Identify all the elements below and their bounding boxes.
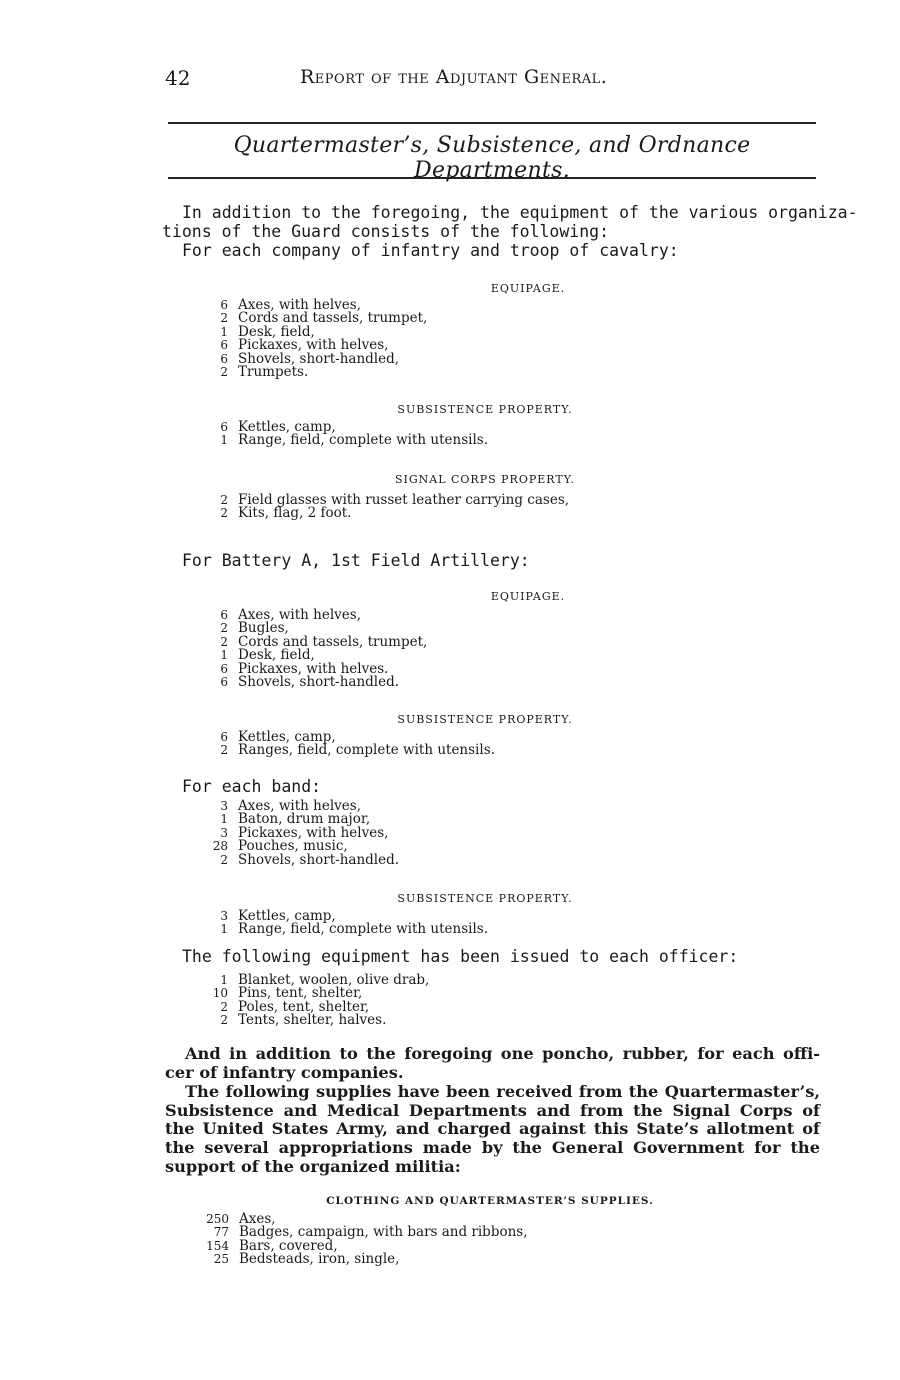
paragraph-line: And in addition to the foregoing one poncho, rubber, for each offi- [185,1044,820,1063]
list-item: 2 Bugles, [220,620,289,637]
list-item: 6 Shovels, short-handled. [220,673,400,690]
list-item: 2 Shovels, short-handled. [220,851,400,868]
section-title: Quartermaster’s, Subsistence, and Ordnance Departments. [233,133,751,183]
top-rule [168,122,816,124]
section-heading: SUBSISTENCE PROPERTY. [397,892,573,905]
item-list [200,421,488,448]
intro-line: In addition to the foregoing, the equipment of the various organiza- [182,203,858,222]
list-item: 1 Baton, drum major, [220,811,371,828]
list-item: 25 Bedsteads, iron, single, [213,1251,400,1268]
running-head [0,66,900,94]
officer-intro: The following equipment has been issued to each officer: [182,947,739,966]
list-item: 3 Kettles, camp, [220,908,336,924]
list-item: 2 Field glasses with russet leather carrying cases, [220,492,570,508]
list-item: 2 Tents, shelter, halves. [220,1012,387,1029]
list-item: 77 Badges, campaign, with bars and ribbons, [213,1224,528,1241]
list-item: 1 Desk, field, [220,647,315,664]
paragraph-line: the several appropriations made by the General Government for the [165,1138,820,1158]
list-item: 3 Pickaxes, with helves, [220,824,389,841]
list-item: 2 Cords and tassels, trumpet, [220,310,428,327]
page-number: 42 [165,66,191,90]
list-item: 2 Ranges, field, complete with utensils. [220,742,495,759]
intro-line: For each company of infantry and troop of cavalry: [182,241,679,260]
list-item: 2 Kits, flag, 2 foot. [220,505,352,522]
list-item: 10 Pins, tent, shelter, [212,985,363,1002]
list-item: 6 Pickaxes, with helves. [220,660,389,677]
section-heading: CLOTHING AND QUARTERMASTER’S SUPPLIES. [326,1195,654,1207]
list-item: 28 Pouches, music, [212,838,348,855]
running-head-title: Report of the Adjutant General. [300,66,608,88]
supplies-paragraph [165,1083,820,1177]
battery-intro: For Battery A, 1st Field Artillery: [182,551,530,570]
list-item: 1 Range, field, complete with utensils. [220,432,488,449]
item-list [200,800,399,867]
list-item: 2 Poles, tent, shelter, [220,998,370,1015]
section-heading: EQUIPAGE. [490,590,566,603]
paragraph-line: support of the organized militia: [165,1156,461,1176]
list-item: 6 Kettles, camp, [220,729,336,745]
list-item: 1 Range, field, complete with utensils. [220,921,488,938]
item-list [200,299,427,379]
item-list [200,910,488,937]
band-intro: For each band: [182,777,322,796]
list-item: 154 Bars, covered, [206,1237,338,1254]
list-item: 250 Axes, [206,1211,276,1227]
section-heading: EQUIPAGE. [490,282,566,295]
section-heading: SUBSISTENCE PROPERTY. [397,713,573,726]
item-list [200,731,495,758]
intro-line: tions of the Guard consists of the following: [162,222,610,241]
list-item: 1 Blanket, woolen, olive drab, [220,972,430,988]
list-item: 6 Shovels, short-handled, [220,350,400,367]
item-list [200,974,429,1028]
list-item: 2 Trumpets. [220,363,309,380]
section-heading: SIGNAL CORPS PROPERTY. [394,473,576,486]
list-item: 6 Pickaxes, with helves, [220,337,389,354]
list-item: 1 Desk, field, [220,323,315,340]
item-list [200,494,569,521]
list-item: 6 Kettles, camp, [220,419,336,435]
paragraph-line: Subsistence and Medical Departments and from the Signal Corps of [165,1100,820,1120]
paragraph-line: the United States Army, and charged against this State’s allotment of [165,1119,820,1139]
list-item: 6 Axes, with helves, [220,607,361,623]
paragraph-line: cer of infantry companies. [165,1062,404,1082]
list-item: 6 Axes, with helves, [220,297,361,313]
list-item: 3 Axes, with helves, [220,798,361,814]
item-list [195,1213,528,1267]
section-heading: SUBSISTENCE PROPERTY. [397,403,573,416]
item-list [200,609,427,689]
paragraph-line: The following supplies have been received from the Quartermaster’s, [185,1082,820,1101]
addition-paragraph [165,1045,820,1082]
bottom-rule [168,177,816,179]
list-item: 2 Cords and tassels, trumpet, [220,633,428,650]
